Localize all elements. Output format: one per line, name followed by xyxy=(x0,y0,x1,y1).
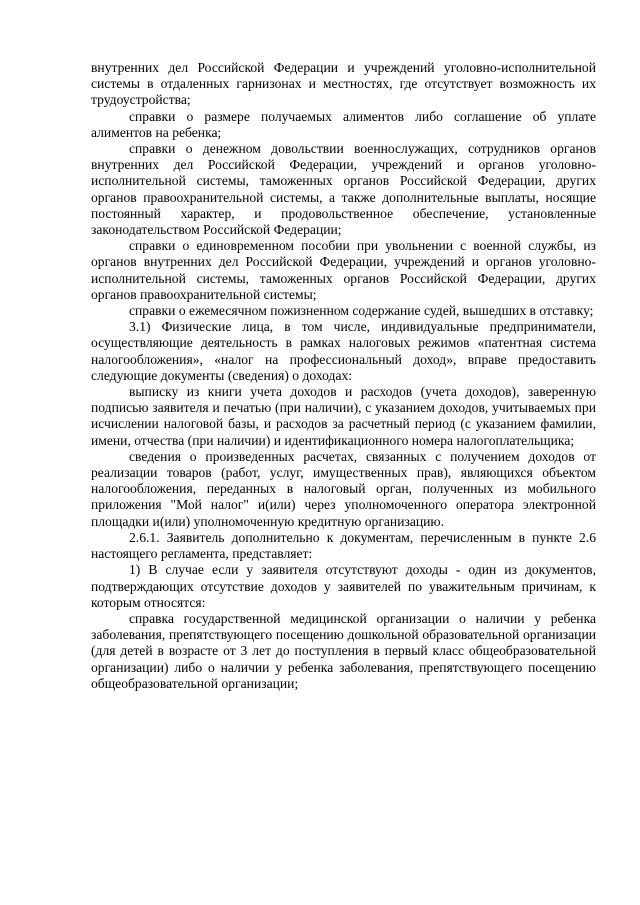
paragraph: сведения о произведенных расчетах, связанных с получением доходов от реализации товаров (работ, услуг, имущественных прав), являющихся объектом налогообложения, переданных в налоговый орган, полученных из мобильного приложения "Мой налог" и(или) через уполномоченного оператора электронной площадки и(или) уполномоченную кредитную организацию. xyxy=(91,448,596,529)
paragraph: справки о единовременном пособии при увольнении с военной службы, из органов внутренних дел Российской Федерации, учреждений и органов уголовно-исполнительной системы, таможенных органов Российской Федерации, других органов правоохранительной системы; xyxy=(91,238,596,302)
paragraph: справки о ежемесячном пожизненном содержание судей, вышедших в отставку; xyxy=(129,303,594,319)
paragraph: внутренних дел Российской Федерации и учреждений уголовно-исполнительной системы в отдаленных гарнизонах и местностях, где отсутствует возможность их трудоустройства; xyxy=(91,60,596,108)
paragraph: 1) В случае если у заявителя отсутствуют доходы - один из документов, подтверждающих отсутствие доходов у заявителей по уважительным причинам, к которым относятся: xyxy=(91,562,596,610)
paragraph: справки о денежном довольствии военнослужащих, сотрудников органов внутренних дел Российской Федерации, учреждений и органов уголовно-исполнительной системы, таможенных органов Российской Федерации, других органов правоохранительной системы, а также дополнительные выплаты, носящие постоянный характер, и продовольственное обеспечение, установленные законодательством Российской Федерации; xyxy=(91,141,596,238)
paragraph: справка государственной медицинской организации о наличии у ребенка заболевания, препятствующего посещению дошкольной образовательной организации (для детей в возрасте от 3 лет до поступления в первый класс общеобразовательной организации) либо о наличии у ребенка заболевания, препятствующего посещению общеобразовательной организации; xyxy=(91,610,596,691)
paragraph: 3.1) Физические лица, в том числе, индивидуальные предприниматели, осуществляющие деятельность в рамках налоговых режимов «патентная система налогообложения», «налог на профессиональный доход», вправе предоставить следующие документы (сведения) о доходах: xyxy=(91,319,596,383)
paragraph: 2.6.1. Заявитель дополнительно к документам, перечисленным в пункте 2.6 настоящего регламента, представляет: xyxy=(91,529,596,562)
paragraph: выписку из книги учета доходов и расходов (учета доходов), заверенную подписью заявителя и печатью (при наличии), с указанием доходов, учитываемых при исчислении налоговой базы, и расходов за расчетный период (с указанием фамилии, имени, отчества (при наличии) и идентификационного номера налогоплательщика; xyxy=(91,384,596,448)
document-page xyxy=(91,60,596,692)
paragraph: справки о размере получаемых алиментов либо соглашение об уплате алиментов на ребенка; xyxy=(91,108,596,140)
